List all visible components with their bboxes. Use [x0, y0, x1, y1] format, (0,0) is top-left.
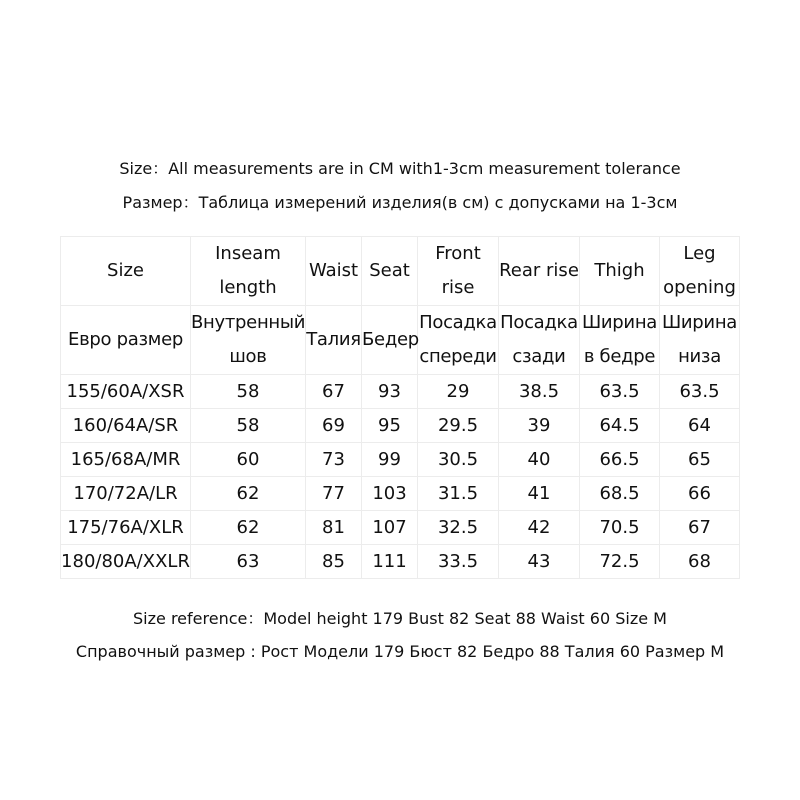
measurement-cell: 33.5 — [418, 545, 499, 579]
table-row — [61, 409, 740, 443]
header-cell-line: Ширина — [581, 312, 658, 333]
measurement-note-en: Size：All measurements are in CM with1-3cm measurement tolerance — [119, 159, 681, 178]
table-row — [61, 375, 740, 409]
measurement-cell: 43 — [499, 545, 580, 579]
measurement-cell: 67 — [660, 511, 740, 545]
header-cell-line: Inseam — [215, 243, 281, 264]
header-cell-line: Бедер — [362, 329, 419, 350]
table-body — [61, 237, 740, 579]
measurement-cell: 111 — [362, 545, 418, 579]
header-cell — [660, 306, 740, 375]
header-cell-line: Посадка — [500, 312, 578, 333]
measurement-cell: 64.5 — [580, 409, 660, 443]
measurement-cell: 63.5 — [580, 375, 660, 409]
header-cell-line: Внутренный — [191, 312, 306, 333]
header-cell-line: Waist — [308, 260, 359, 281]
measurement-cell: 58 — [191, 375, 306, 409]
header-cell — [362, 237, 418, 306]
header-cell — [418, 306, 499, 375]
measurement-cell: 68.5 — [580, 477, 660, 511]
header-cell-line: length — [219, 277, 277, 298]
measurement-cell: 66 — [660, 477, 740, 511]
size-reference-en: Size reference：Model height 179 Bust 82 Seat 88 Waist 60 Size M — [133, 609, 667, 628]
header-cell — [191, 237, 306, 306]
size-label-cell: 165/68A/MR — [61, 443, 191, 477]
measurement-cell: 29.5 — [418, 409, 499, 443]
header-cell — [191, 306, 306, 375]
measurement-cell: 38.5 — [499, 375, 580, 409]
measurement-cell: 81 — [306, 511, 362, 545]
header-cell-line: Front — [435, 243, 481, 264]
header-cell — [580, 237, 660, 306]
header-row-en — [61, 237, 740, 306]
measurement-cell: 62 — [191, 477, 306, 511]
header-cell-line: Ширина — [661, 312, 738, 333]
measurement-cell: 39 — [499, 409, 580, 443]
header-cell-line: Талия — [306, 329, 361, 350]
measurement-cell: 70.5 — [580, 511, 660, 545]
measurement-cell: 72.5 — [580, 545, 660, 579]
table-row — [61, 545, 740, 579]
header-cell — [660, 237, 740, 306]
measurement-cell: 103 — [362, 477, 418, 511]
header-cell — [499, 237, 580, 306]
header-cell-line: шов — [229, 346, 267, 367]
measurement-cell: 73 — [306, 443, 362, 477]
size-label-cell: 155/60A/XSR — [61, 375, 191, 409]
measurement-cell: 64 — [660, 409, 740, 443]
measurement-cell: 63.5 — [660, 375, 740, 409]
header-cell — [362, 306, 418, 375]
header-cell-line: низа — [678, 346, 721, 367]
measurement-cell: 85 — [306, 545, 362, 579]
size-reference-ru: Справочный размер : Рост Модели 179 Бюст 82 Бедро 88 Талия 60 Размер M — [75, 642, 725, 661]
table-row — [61, 477, 740, 511]
header-cell-line: rise — [441, 277, 475, 298]
header-cell — [580, 306, 660, 375]
measurement-cell: 69 — [306, 409, 362, 443]
table-row — [61, 511, 740, 545]
header-cell-line: Thigh — [594, 260, 645, 281]
size-label-cell: 180/80A/XXLR — [61, 545, 191, 579]
measurement-cell: 95 — [362, 409, 418, 443]
measurement-cell: 67 — [306, 375, 362, 409]
header-cell-line: Rear rise — [499, 260, 579, 281]
measurement-cell: 41 — [499, 477, 580, 511]
header-cell — [499, 306, 580, 375]
measurement-cell: 58 — [191, 409, 306, 443]
measurement-cell: 29 — [418, 375, 499, 409]
measurement-cell: 107 — [362, 511, 418, 545]
size-label-cell: 170/72A/LR — [61, 477, 191, 511]
measurement-cell: 93 — [362, 375, 418, 409]
header-cell — [306, 306, 362, 375]
header-cell-line: Посадка — [419, 312, 497, 333]
header-cell-line: Евро размер — [68, 329, 183, 350]
header-cell — [418, 237, 499, 306]
header-cell-line: Seat — [369, 260, 410, 281]
measurement-cell: 42 — [499, 511, 580, 545]
measurement-cell: 30.5 — [418, 443, 499, 477]
measurement-cell: 32.5 — [418, 511, 499, 545]
measurement-cell: 65 — [660, 443, 740, 477]
header-cell-line: в бедре — [583, 346, 656, 367]
size-label-cell: 175/76A/XLR — [61, 511, 191, 545]
header-cell-line: спереди — [419, 346, 497, 367]
measurement-cell: 99 — [362, 443, 418, 477]
measurement-cell: 31.5 — [418, 477, 499, 511]
size-label-cell: 160/64A/SR — [61, 409, 191, 443]
table-row — [61, 443, 740, 477]
header-row-ru — [61, 306, 740, 375]
measurement-cell: 68 — [660, 545, 740, 579]
header-cell-line: сзади — [512, 346, 566, 367]
header-cell-line: Size — [107, 260, 144, 281]
measurement-cell: 40 — [499, 443, 580, 477]
header-cell-line: Leg — [683, 243, 716, 264]
measurement-cell: 77 — [306, 477, 362, 511]
size-table — [60, 236, 740, 579]
measurement-note-ru: Размер：Таблица измерений изделия(в см) с допусками на 1-3см — [122, 193, 678, 212]
measurement-cell: 63 — [191, 545, 306, 579]
measurement-cell: 62 — [191, 511, 306, 545]
measurement-cell: 66.5 — [580, 443, 660, 477]
header-cell — [61, 306, 191, 375]
header-cell — [61, 237, 191, 306]
measurement-cell: 60 — [191, 443, 306, 477]
header-cell-line: opening — [663, 277, 736, 298]
header-cell — [306, 237, 362, 306]
